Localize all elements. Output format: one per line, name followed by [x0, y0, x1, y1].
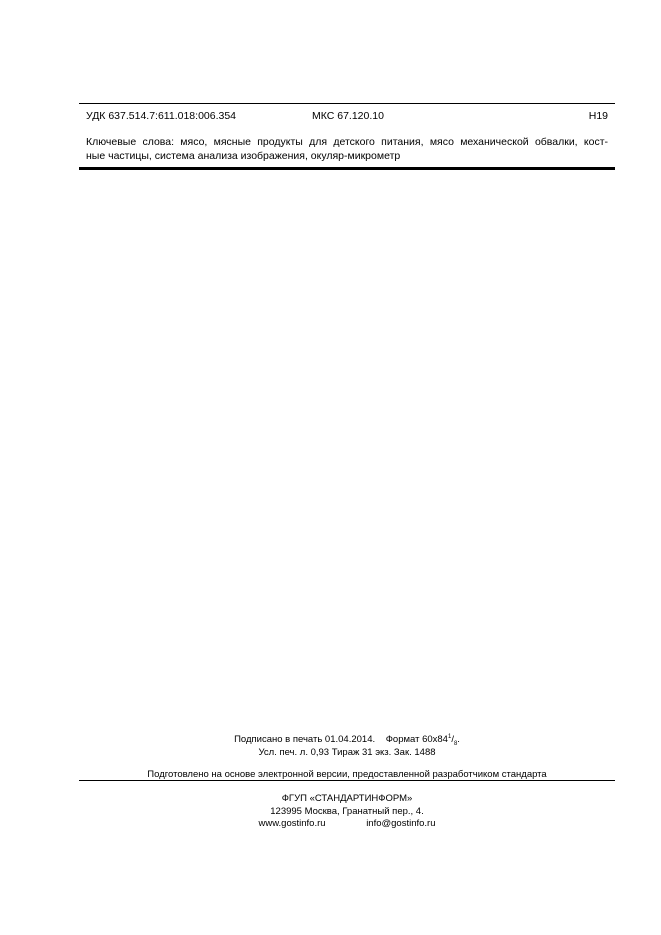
email-link[interactable]: info@gostinfo.ru: [366, 818, 436, 829]
format-denominator: 8: [453, 740, 458, 747]
print-info: Усл. печ. л. 0,93 Тираж 31 экз. Зак. 1488: [258, 747, 436, 758]
format-label: Формат 60x84: [385, 734, 448, 745]
classification-row: [86, 109, 608, 123]
classifier-code: Н19: [588, 110, 608, 122]
footer-rule: [79, 780, 615, 781]
keywords-line-2: ные частицы, система анализа изображения, окуляр-микрометр: [86, 150, 401, 162]
keywords-line-1: Ключевые слова: мясо, мясные продукты для детского питания, мясо механической обвалки, кост-: [86, 136, 608, 148]
format-numerator: 1: [447, 733, 452, 740]
signed-date: Подписано в печать 01.04.2014.: [234, 734, 376, 745]
keywords-block: [86, 135, 608, 163]
mks-code: МКС 67.120.10: [312, 110, 384, 122]
header-bottom-rule: [79, 167, 615, 170]
publisher-contacts: [79, 817, 615, 830]
publisher-name: ФГУП «СТАНДАРТИНФОРМ»: [281, 793, 413, 804]
prepared-note: Подготовлено на основе электронной версии, предоставленной разработчиком стандарта: [147, 769, 547, 780]
signed-for-print: Подписано в печать 01.04.2014. Формат $60x84^1/_8$.: [234, 733, 460, 747]
udk-code: УДК 637.514.7:611.018:006.354: [86, 110, 237, 122]
publisher-address: 123995 Москва, Гранатный пер., 4.: [270, 806, 424, 817]
website-link[interactable]: www.gostinfo.ru: [258, 818, 326, 829]
header-top-rule: [79, 103, 615, 104]
